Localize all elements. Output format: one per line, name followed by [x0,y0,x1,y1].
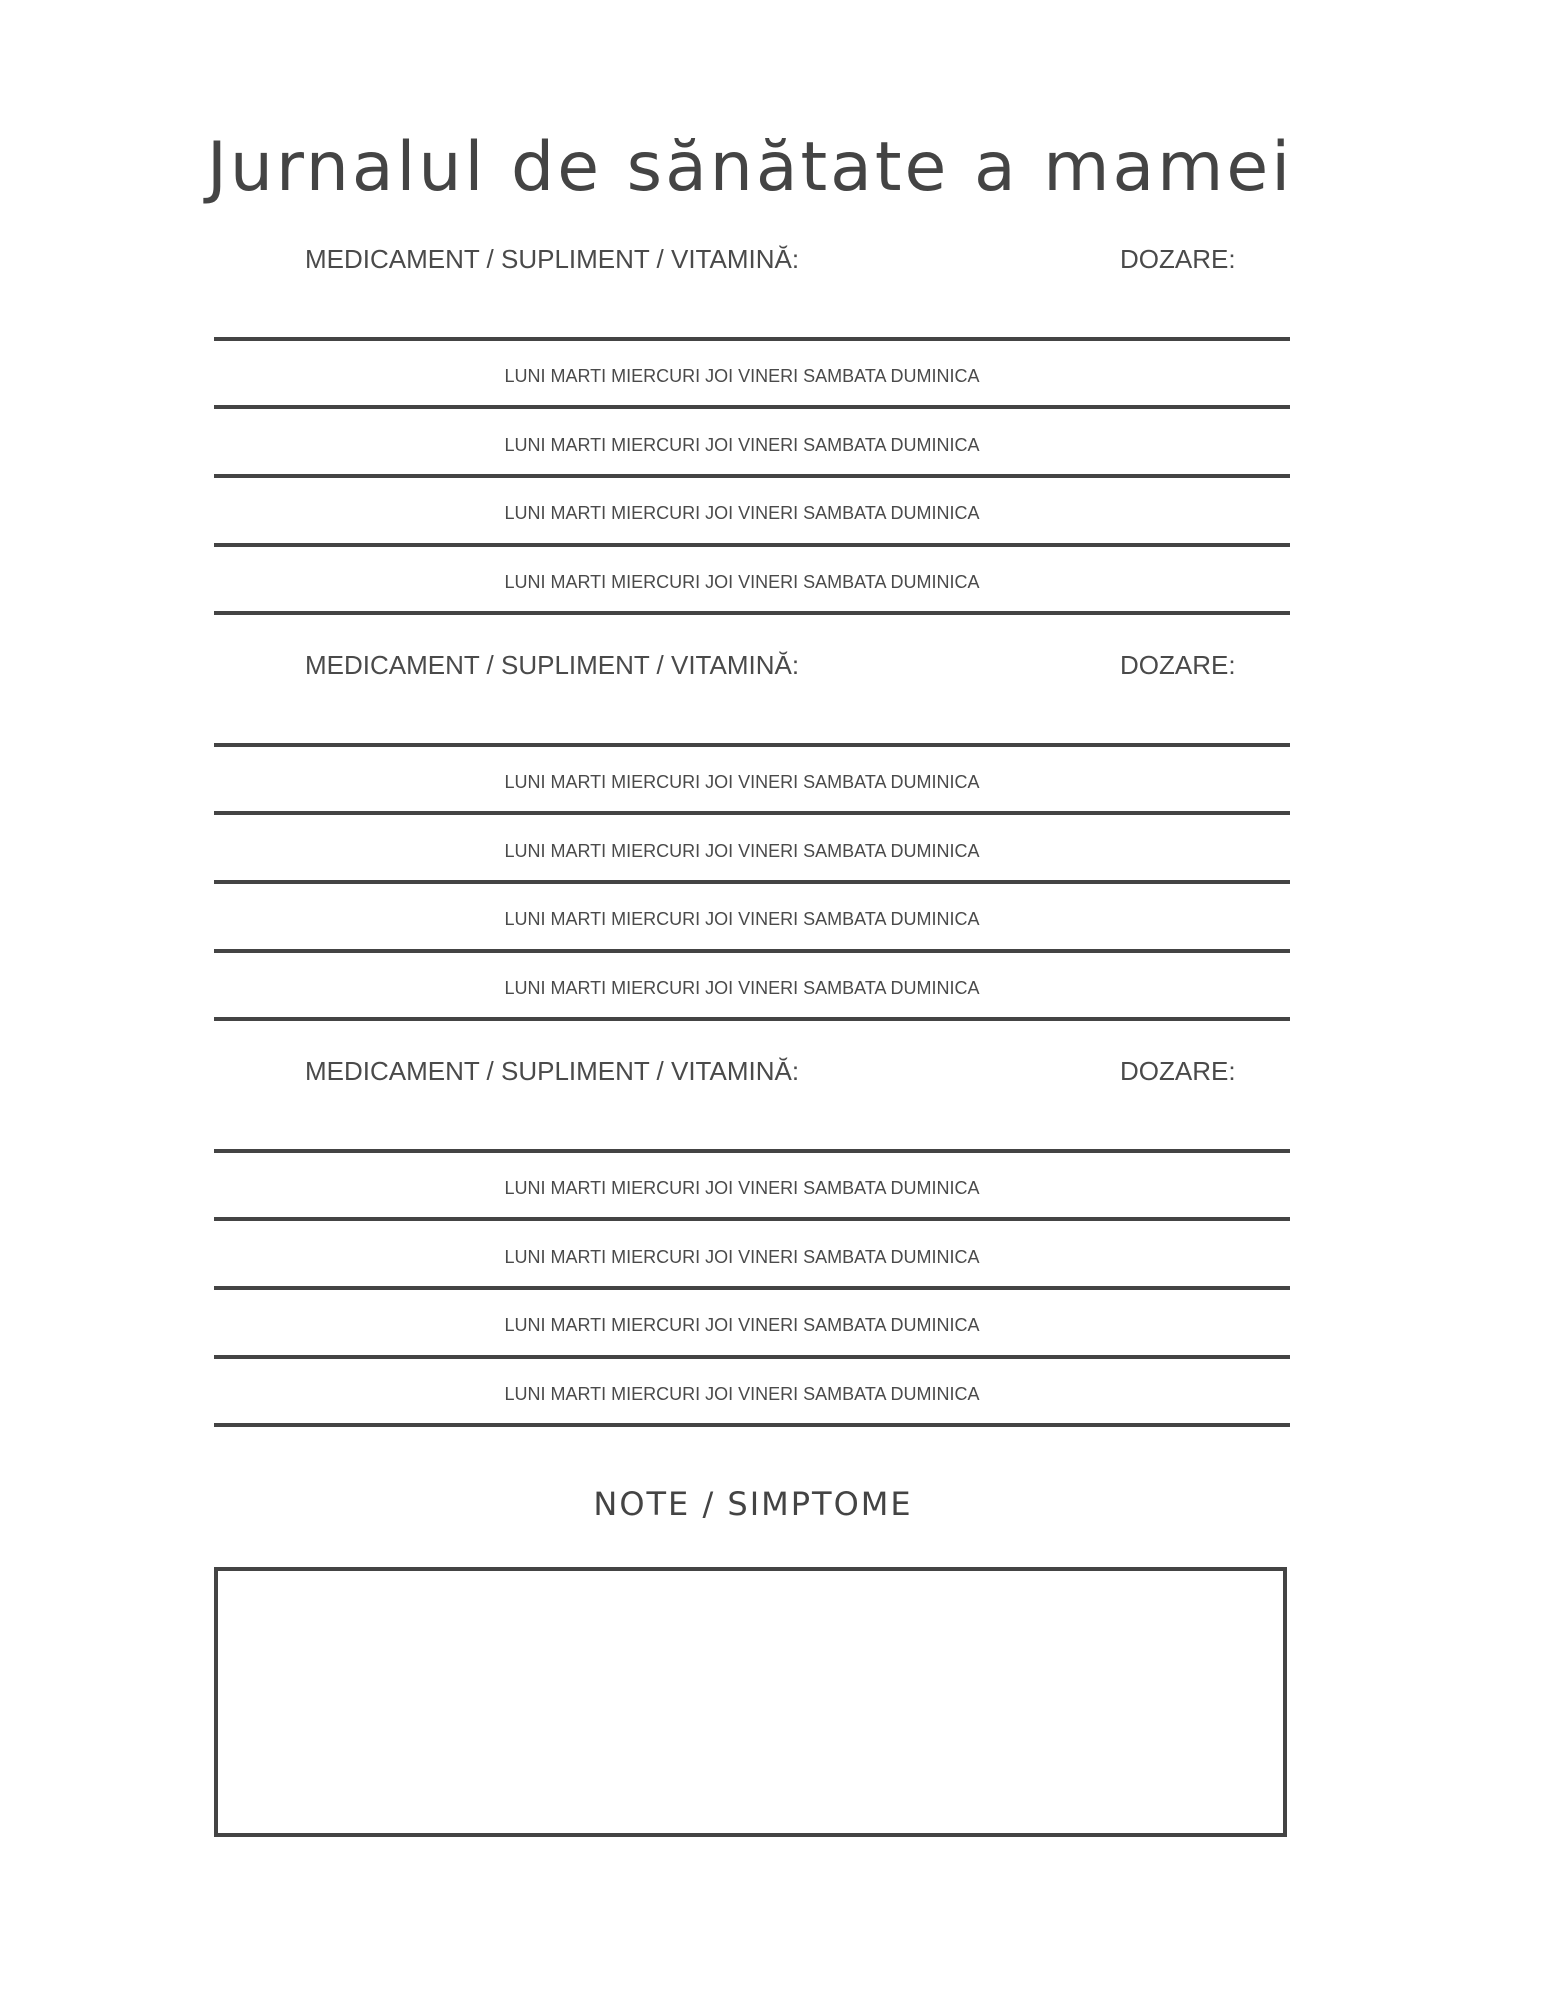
weekday-row[interactable]: LUNI MARTI MIERCURI JOI VINERI SAMBATA DUMINICA [504,1178,980,1198]
medication-write-line[interactable] [214,337,1290,341]
dosage-label: DOZARE: [1120,244,1236,274]
medication-label: MEDICAMENT / SUPLIMENT / VITAMINĂ: [305,1056,800,1086]
row-divider [214,880,1290,884]
medication-write-line[interactable] [214,1149,1290,1153]
row-divider [214,1017,1290,1021]
medication-write-line[interactable] [214,743,1290,747]
row-divider [214,611,1290,615]
weekday-row[interactable]: LUNI MARTI MIERCURI JOI VINERI SAMBATA DUMINICA [504,572,980,592]
notes-box[interactable] [214,1567,1287,1837]
row-divider [214,1286,1290,1290]
dosage-label: DOZARE: [1120,1056,1236,1086]
weekday-row[interactable]: LUNI MARTI MIERCURI JOI VINERI SAMBATA DUMINICA [504,435,980,455]
weekday-row[interactable]: LUNI MARTI MIERCURI JOI VINERI SAMBATA DUMINICA [504,366,980,386]
row-divider [214,543,1290,547]
row-divider [214,1217,1290,1221]
weekday-row[interactable]: LUNI MARTI MIERCURI JOI VINERI SAMBATA DUMINICA [504,1384,980,1404]
row-divider [214,1355,1290,1359]
weekday-row[interactable]: LUNI MARTI MIERCURI JOI VINERI SAMBATA DUMINICA [504,1247,980,1267]
medication-label: MEDICAMENT / SUPLIMENT / VITAMINĂ: [305,244,800,274]
weekday-row[interactable]: LUNI MARTI MIERCURI JOI VINERI SAMBATA DUMINICA [504,503,980,523]
row-divider [214,474,1290,478]
weekday-row[interactable]: LUNI MARTI MIERCURI JOI VINERI SAMBATA DUMINICA [504,841,980,861]
row-divider [214,949,1290,953]
notes-title: NOTE / SIMPTOME [593,1485,913,1523]
weekday-row[interactable]: LUNI MARTI MIERCURI JOI VINERI SAMBATA DUMINICA [504,909,980,929]
weekday-row[interactable]: LUNI MARTI MIERCURI JOI VINERI SAMBATA DUMINICA [504,1315,980,1335]
row-divider [214,1423,1290,1427]
weekday-row[interactable]: LUNI MARTI MIERCURI JOI VINERI SAMBATA DUMINICA [504,772,980,792]
row-divider [214,811,1290,815]
page-title: Jurnalul de sănătate a mamei [206,128,1294,207]
dosage-label: DOZARE: [1120,650,1236,680]
medication-label: MEDICAMENT / SUPLIMENT / VITAMINĂ: [305,650,800,680]
row-divider [214,405,1290,409]
weekday-row[interactable]: LUNI MARTI MIERCURI JOI VINERI SAMBATA DUMINICA [504,978,980,998]
